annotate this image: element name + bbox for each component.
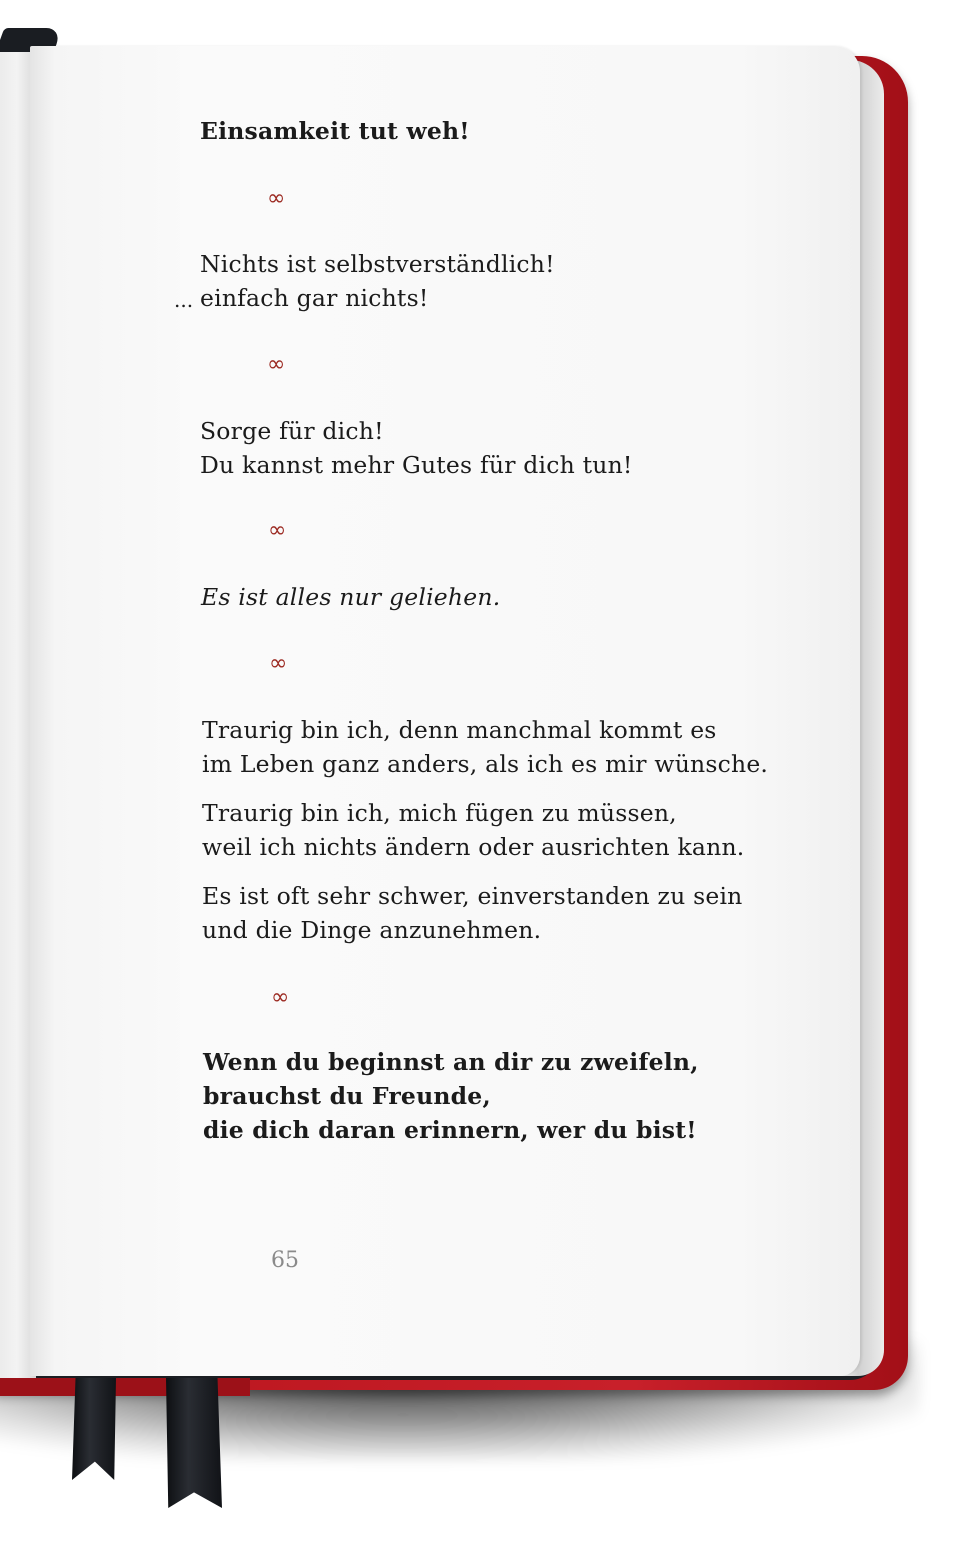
poem-6 <box>203 1045 699 1147</box>
infinity-separator-icon: ∞ <box>269 651 288 676</box>
poem-4 <box>201 580 500 614</box>
poem-line: brauchst du Freunde, <box>203 1082 491 1110</box>
poem-line: die dich daran erinnern, wer du bist! <box>203 1116 697 1144</box>
poem-5-stanza-1 <box>202 713 768 781</box>
poem-line: einfach gar nichts! <box>200 284 429 312</box>
infinity-separator-icon: ∞ <box>267 186 286 211</box>
poem-1 <box>200 114 470 148</box>
poem-line: Sorge für dich! <box>200 417 384 445</box>
page-number: 65 <box>271 1248 299 1273</box>
poem-line: Du kannst mehr Gutes für dich tun! <box>200 451 633 479</box>
right-page <box>30 46 860 1376</box>
poem-line: Traurig bin ich, mich fügen zu müssen, <box>202 799 677 827</box>
poem-2 <box>200 247 555 315</box>
poem-line: Es ist oft sehr schwer, einverstanden zu sein <box>202 882 743 910</box>
poem-line: im Leben ganz anders, als ich es mir wünsche. <box>202 750 769 778</box>
poem-3 <box>200 414 633 482</box>
poem-line: und die Dinge anzunehmen. <box>202 916 542 944</box>
infinity-separator-icon: ∞ <box>271 985 290 1010</box>
poem-line: Einsamkeit tut weh! <box>200 117 470 145</box>
poem-5-stanza-2 <box>202 796 744 864</box>
poem-line: weil ich nichts ändern oder ausrichten kann. <box>202 833 745 861</box>
ribbon-bookmark <box>72 1378 116 1480</box>
ellipsis: ... <box>174 288 194 312</box>
poem-5-stanza-3 <box>202 879 743 947</box>
ribbon-bookmark <box>166 1378 222 1508</box>
poem-line: Traurig bin ich, denn manchmal kommt es <box>202 716 717 744</box>
poem-line: Es ist alles nur geliehen. <box>201 583 501 611</box>
poem-line: Wenn du beginnst an dir zu zweifeln, <box>203 1048 699 1076</box>
infinity-separator-icon: ∞ <box>267 352 286 377</box>
poem-line: Nichts ist selbstverständlich! <box>200 250 555 278</box>
infinity-separator-icon: ∞ <box>268 518 287 543</box>
